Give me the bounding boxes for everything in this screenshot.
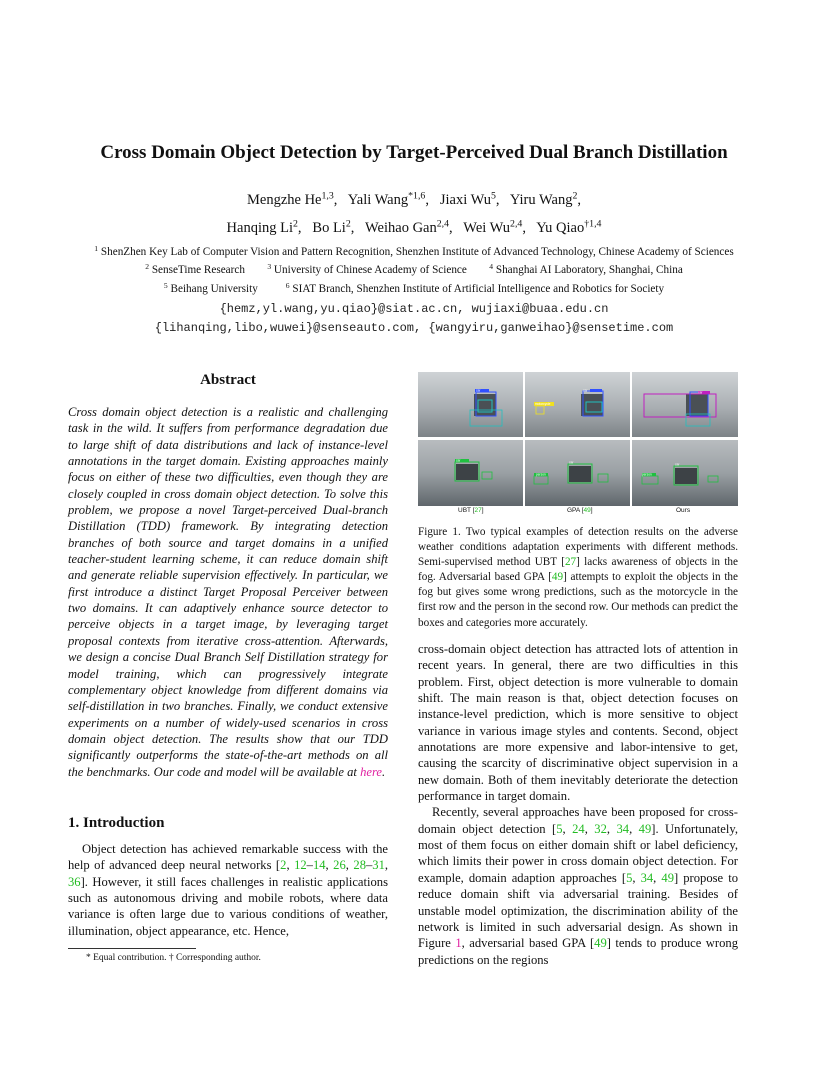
citation-link[interactable]: 14 bbox=[312, 858, 326, 873]
figure-1-image-grid bbox=[418, 372, 738, 506]
detection-label: car bbox=[698, 390, 703, 395]
fig-panel-ubt-row2 bbox=[418, 440, 523, 506]
footnote-rule bbox=[68, 948, 196, 949]
label-ubt: UBT [27] bbox=[458, 507, 484, 514]
label-ours: Ours bbox=[676, 507, 691, 514]
intro-body: Object detection has achieved remarkable success with the help of advanced deep neural networks [2, 12–14, 26, 28–31, 36]. However, it still faces challenges in realistic applications such as autonomous driving and mobile robots, where data variance is often large due to various conditions of weather, illumination, object appearance, etc. Hence, bbox=[68, 842, 389, 938]
citation-link[interactable]: 49 bbox=[551, 571, 564, 584]
right-column-body bbox=[418, 641, 738, 968]
affiliations-5-6: $^5$ Beihang University $^6$ SIAT Branch, Shenzhen Institute of Artificial Intelligence and Robotics for Society bbox=[163, 280, 665, 295]
detection-label: person bbox=[536, 472, 546, 477]
detection-label: car bbox=[569, 460, 574, 465]
citation-link[interactable]: 49 bbox=[661, 870, 674, 885]
paragraph: cross-domain object detection has attracted lots of attention in recent years. In general, there are two difficulties in this problem. First, object detection is more vulnerable to domain shift. The main reason is that, object detection focuses on instance-level prediction, which is more sensitive to object variance in various image styles and contents. Second, object annotations are more expensive and labor-intensive to get, causing the scarcity of discriminative object supervision in a new domain. Both of them inevitably deteriorate the detection performance in target domain. bbox=[418, 642, 738, 804]
author: Mengzhe He bbox=[247, 192, 322, 208]
figure-link[interactable]: 1 bbox=[455, 936, 462, 951]
authors-line-2: Hanqing Li$^2$, Bo Li$^2$, Weihao Gan$^{2,4}$, Wei Wu$^{2,4}$, Yu Qiao$^{\dagger 1,4}$ bbox=[226, 218, 602, 236]
detection-label: person bbox=[642, 472, 652, 477]
email-line-1: {hemz,yl.wang,yu.qiao}@siat.ac.cn, wujiaxi@buaa.edu.cn bbox=[219, 302, 609, 316]
author: Yiru Wang bbox=[509, 192, 573, 208]
citation-link[interactable]: 24 bbox=[572, 821, 585, 836]
citation-link[interactable]: 49 bbox=[594, 936, 607, 951]
authors-line-1: Mengzhe He$^{1,3}$, Yali Wang$^{*1,6}$, Jiaxi Wu$^5$, Yiru Wang$^2$, bbox=[247, 190, 581, 208]
abstract-body: Cross domain object detection is a realistic and challenging task in the wild. It suffers from performance degradation due to large shift of data distributions and lack of instance-level annotations in the target domain. Existing approaches mainly focus on either of these two difficulties, even though they are closely coupled in cross domain object detection. To solve this problem, we propose a novel Target-perceived Dual-branch Distillation (TDD) framework. By integrating detection branches of both source and target domains in a unified teacher-student learning scheme, it can reduce domain shift and generate reliable supervision effectively. In particular, we first introduce a distinct Target Proposal Perceiver between two domains. It can adaptively enhance source detector to perceive objects in a target image, by leveraging target proposal contexts from iterative cross-attention. Afterwards, we design a concise Dual Branch Self Distillation strategy for model training, which can progressively integrate complementary object knowledge from different domains via self-distillation in two branches. Finally, we conduct extensive experiments on a number of widely-used scenarios in cross domain object detection. The results show that our TDD significantly outperforms the state-of-the-art methods on all the benchmarks. Our code and model will be available at here. bbox=[68, 405, 388, 779]
detection-label: motorcycle bbox=[535, 402, 551, 406]
citation-link[interactable]: 28 bbox=[353, 858, 366, 873]
email-line-2: {lihanqing,libo,wuwei}@senseauto.com, {wangyiru,ganweihao}@sensetime.com bbox=[154, 321, 674, 335]
citation-link[interactable]: 31 bbox=[372, 858, 385, 873]
author: Hanqing Li bbox=[226, 220, 293, 236]
citation-link[interactable]: 34 bbox=[616, 821, 630, 836]
citation-link[interactable]: 5 bbox=[626, 870, 633, 885]
author: Wei Wu bbox=[463, 220, 511, 236]
figure-1-caption: Figure 1. Two typical examples of detection results on the adverse weather conditions adaptation experiments with different methods. Semi-supervised method UBT [27] lacks awareness of objects in the fog. Adversarial based GPA [49] attempts to exploit the objects in the fog but gives some wrong predictions, such as the motorcycle in the first row and the person in the second row. Our methods can predict the boxes and categories more accurately. bbox=[418, 526, 738, 629]
affiliation-1: $^1$ ShenZhen Key Lab of Computer Vision and Pattern Recognition, Shenzhen Institute of Advanced Technology, Chinese Academy of Sciences bbox=[94, 243, 734, 258]
affiliations-2-4: $^2$ SenseTime Research $^3$ University of Chinese Academy of Science $^4$ Shanghai AI Laboratory, Shanghai, China bbox=[145, 261, 683, 276]
author: Bo Li bbox=[312, 220, 346, 236]
fig-panel-ubt-row1 bbox=[418, 372, 523, 437]
paper-title: Cross Domain Object Detection by Target-Perceived Dual Branch Distillation bbox=[100, 142, 728, 163]
author: Yali Wang bbox=[347, 192, 409, 208]
intro-heading: 1. Introduction bbox=[68, 815, 165, 831]
code-link[interactable]: here bbox=[360, 764, 382, 779]
citation-link[interactable]: 2 bbox=[280, 858, 287, 873]
citation-link[interactable]: 12 bbox=[294, 858, 307, 873]
author: Jiaxi Wu bbox=[439, 192, 491, 208]
citation-link[interactable]: 34 bbox=[640, 870, 654, 885]
detection-label: car bbox=[476, 388, 481, 393]
paragraph: Recently, several approaches have been proposed for cross-domain object detection [5, 24, 32, 34, 49]. Unfortunately, most of them focus on either domain shift or label deficiency, which limits their power in cross domain object detection. For example, domain adaption approaches [5, 34, 49] propose to reduce domain shift via adversarial training. Besides of unstable model optimization, the discrimination ability of the network is limited in such adversarial design. As shown in Figure 1, adversarial based GPA [49] tends to produce wrong predictions on the regions bbox=[418, 805, 739, 967]
citation-link[interactable]: 36 bbox=[68, 874, 81, 889]
detection-label: car bbox=[675, 462, 680, 467]
citation-link[interactable]: 5 bbox=[556, 821, 563, 836]
citation-link[interactable]: 26 bbox=[333, 858, 346, 873]
detection-label: car bbox=[583, 388, 588, 393]
fig-panel-ours-row1 bbox=[632, 372, 738, 437]
author: Yu Qiao bbox=[536, 220, 585, 236]
label-gpa: GPA [49] bbox=[567, 507, 593, 514]
abstract-heading: Abstract bbox=[200, 372, 256, 388]
author: Weihao Gan bbox=[365, 220, 437, 236]
citation-link[interactable]: 32 bbox=[594, 821, 607, 836]
citation-link[interactable]: 27 bbox=[564, 556, 577, 569]
detection-label: car bbox=[456, 458, 461, 463]
footnote: * Equal contribution. † Corresponding author. bbox=[86, 953, 261, 963]
citation-link[interactable]: 49 bbox=[638, 821, 652, 836]
